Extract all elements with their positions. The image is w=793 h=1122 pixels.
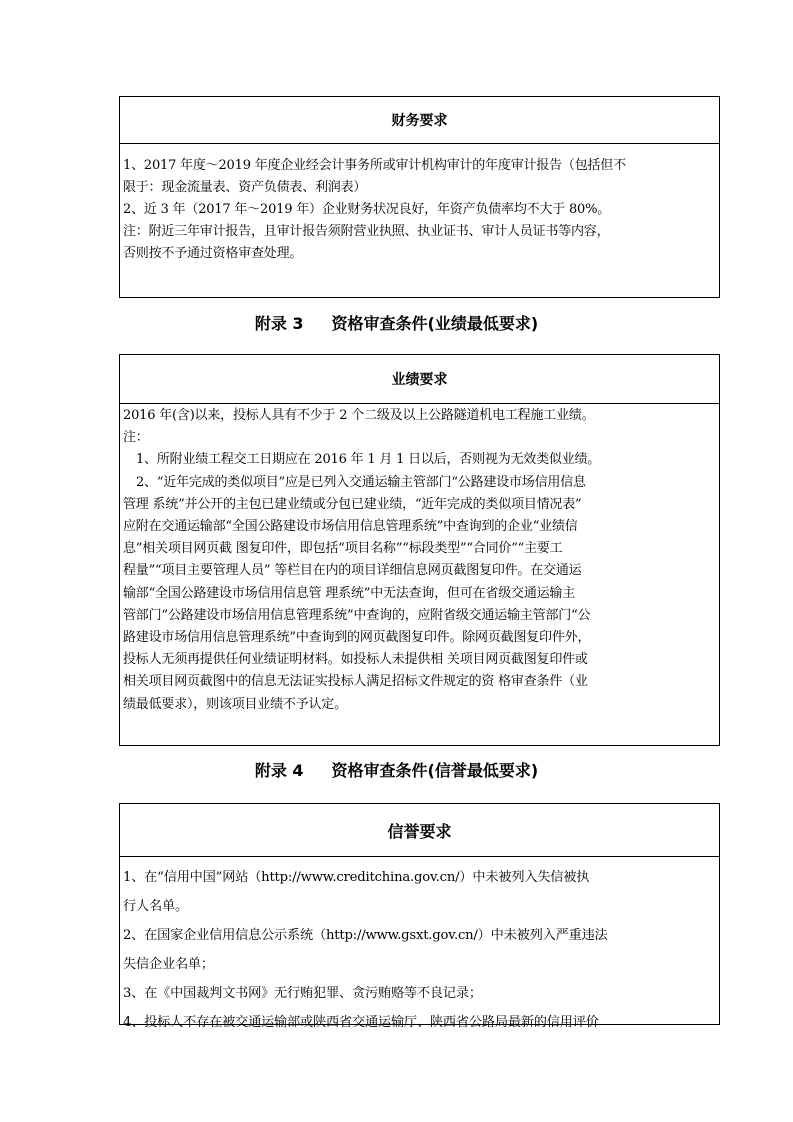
reputation-requirements-table bbox=[119, 803, 720, 1030]
performance-line: 1、所附业绩工程交工日期应在 2016 年 1 月 1 日以后，否则视为无效类似业绩。 bbox=[136, 452, 601, 468]
reputation-requirements-heading: 信誉要求 bbox=[120, 804, 719, 857]
finance-line: 2、近 3 年（2017 年～2019 年）企业财务状况良好，年资产负债率均不大于 80%。 bbox=[123, 202, 611, 217]
appendix-4-text: 资格审查条件(信誉最低要求) bbox=[331, 761, 539, 780]
performance-line: 应附在交通运输部“全国公路建设市场信用信息管理系统”中查询到的企业“业绩信 bbox=[123, 519, 578, 535]
reputation-line: 行人名单。 bbox=[123, 899, 188, 914]
reputation-line: 3、在《中国裁判文书网》无行贿犯罪、贪污贿赂等不良记录； bbox=[123, 986, 482, 1001]
reputation-line: 失信企业名单； bbox=[123, 957, 214, 972]
performance-line: 2016 年(含)以来，投标人具有不少于 2 个二级及以上公路隧道机电工程施工业绩。 bbox=[123, 408, 595, 423]
finance-line: 注：附近三年审计报告，且审计报告须附营业执照、执业证书、审计人员证书等内容， bbox=[123, 224, 610, 239]
reputation-line: 1、在“信用中国”网站（http://www.creditchina.gov.cn/）中未被列入失信被执 bbox=[123, 870, 590, 885]
finance-line: 1、2017 年度～2019 年度企业经会计事务所或审计机构审计的年度审计报告（包括但不 bbox=[123, 158, 626, 173]
appendix-3-text: 资格审查条件(业绩最低要求) bbox=[331, 314, 539, 333]
appendix-3-number: 附录 3 bbox=[254, 314, 304, 333]
performance-line: 管部门“公路建设市场信用信息管理系统”中查询的，应附省级交通运输主管部门“公 bbox=[123, 607, 591, 623]
performance-line: 注： bbox=[123, 430, 149, 446]
appendix-3-title bbox=[0, 311, 793, 334]
finance-requirements-table bbox=[119, 96, 720, 298]
reputation-line: 4、投标人不存在被交通运输部或陕西省交通运输厅、陕西省公路局最新的信用评价 bbox=[123, 1015, 599, 1030]
performance-requirements-heading: 业绩要求 bbox=[120, 355, 719, 404]
performance-line: 路建设市场信用信息管理系统”中查询到的网页截图复印件。除网页截图复印件外， bbox=[123, 630, 591, 646]
reputation-line: 2、在国家企业信用信息公示系统（http://www.gsxt.gov.cn/）中未被列入严重违法 bbox=[123, 928, 608, 943]
performance-line: 投标人无须再提供任何业绩证明材料。如投标人未提供相 关项目网页截图复印件或 bbox=[123, 652, 588, 668]
performance-requirements-table bbox=[119, 354, 720, 746]
finance-requirements-heading: 财务要求 bbox=[120, 97, 719, 144]
reputation-requirements-body bbox=[120, 857, 719, 1037]
finance-requirements-body bbox=[120, 144, 719, 265]
appendix-4-number: 附录 4 bbox=[254, 761, 304, 780]
performance-line: 相关项目网页截图中的信息无法证实投标人满足招标文件规定的资 格审查条件（业 bbox=[123, 674, 588, 690]
performance-line: 绩最低要求），则该项目业绩不予认定。 bbox=[123, 696, 347, 712]
performance-line: 息”相关项目网页截 图复印件，即包括“项目名称”“标段类型”“合同价”“主要工 bbox=[123, 541, 563, 557]
performance-line: 管理 系统”并公开的主包已建业绩或分包已建业绩，“近年完成的类似项目情况表” bbox=[123, 496, 582, 512]
finance-line: 限于：现金流量表、资产负债表、利润表） bbox=[123, 180, 367, 195]
appendix-4-title bbox=[0, 758, 793, 781]
performance-line: 程量”“项目主要管理人员” 等栏目在内的项目详细信息网页截图复印件。在交通运 bbox=[123, 563, 582, 579]
finance-line: 否则按不予通过资格审查处理。 bbox=[123, 246, 303, 261]
performance-line: 2、“近年完成的类似项目”应是已列入交通运输主管部门“公路建设市场信用信息 bbox=[136, 474, 586, 490]
performance-requirements-body bbox=[120, 404, 719, 716]
performance-line: 输部“全国公路建设市场信用信息管 理系统”中无法查询，但可在省级交通运输主 bbox=[123, 585, 576, 601]
